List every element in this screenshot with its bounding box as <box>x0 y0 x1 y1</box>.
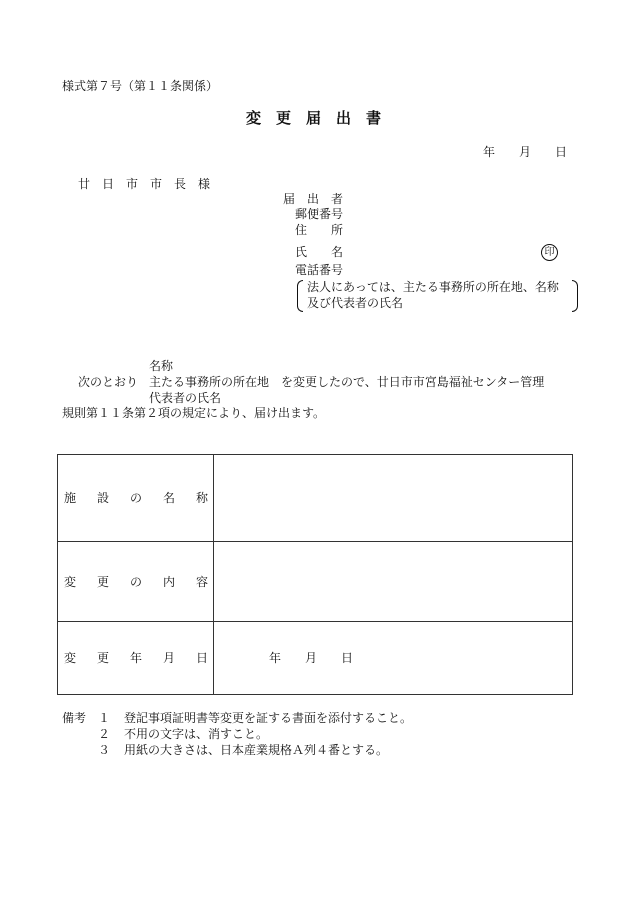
statement-option-name: 名称 <box>149 359 174 373</box>
statement-option-representative: 代表者の氏名 <box>149 391 222 405</box>
table-row-change-details <box>58 541 572 621</box>
address-label: 住 所 <box>295 223 344 237</box>
change-date-label: 変 更 年 月 日 <box>58 622 214 694</box>
date-line: 年 月 日 <box>483 145 568 159</box>
note-number-1: １ <box>98 711 111 725</box>
addressee: 廿 日 市 市 長 様 <box>78 177 211 191</box>
postal-code-label: 郵便番号 <box>295 207 344 221</box>
facility-name-label: 施 設 の 名 称 <box>58 455 214 541</box>
note-number-3: ３ <box>98 743 111 757</box>
note-text-1: 登記事項証明書等変更を証する書面を添付すること。 <box>124 711 413 725</box>
name-label: 氏 名 <box>295 245 344 259</box>
corporate-note-line-2: 及び代表者の氏名 <box>307 296 404 310</box>
statement-main-line: 主たる事務所の所在地 を変更したので、廿日市市宮島福祉センター管理 <box>149 375 545 389</box>
corporate-note-line-1: 法人にあっては、主たる事務所の所在地、名称 <box>307 280 559 294</box>
document-title: 変 更 届 出 書 <box>246 109 382 127</box>
change-date-value: 年 月 日 <box>269 651 354 665</box>
note-number-2: ２ <box>98 727 111 741</box>
applicant-heading: 届 出 者 <box>283 192 344 206</box>
seal-mark-icon: 印 <box>541 244 558 261</box>
facility-name-value-cell <box>214 455 572 541</box>
statement-closing-line: 規則第１１条第２項の規定により、届け出ます。 <box>62 406 326 420</box>
change-details-value-cell <box>214 542 572 621</box>
details-table <box>57 454 573 695</box>
phone-label: 電話番号 <box>295 263 344 277</box>
note-text-3: 用紙の大きさは、日本産業規格Ａ列４番とする。 <box>124 743 389 757</box>
right-bracket <box>572 280 578 312</box>
statement-lead: 次のとおり <box>78 375 139 389</box>
table-row-change-date <box>58 621 572 694</box>
form-number: 様式第７号（第１１条関係） <box>62 79 219 93</box>
table-row-facility-name <box>58 455 572 541</box>
change-details-label: 変 更 の 内 容 <box>58 542 214 621</box>
notes-heading: 備考 <box>62 711 87 725</box>
left-bracket <box>297 280 303 312</box>
note-text-2: 不用の文字は、消すこと。 <box>124 727 269 741</box>
